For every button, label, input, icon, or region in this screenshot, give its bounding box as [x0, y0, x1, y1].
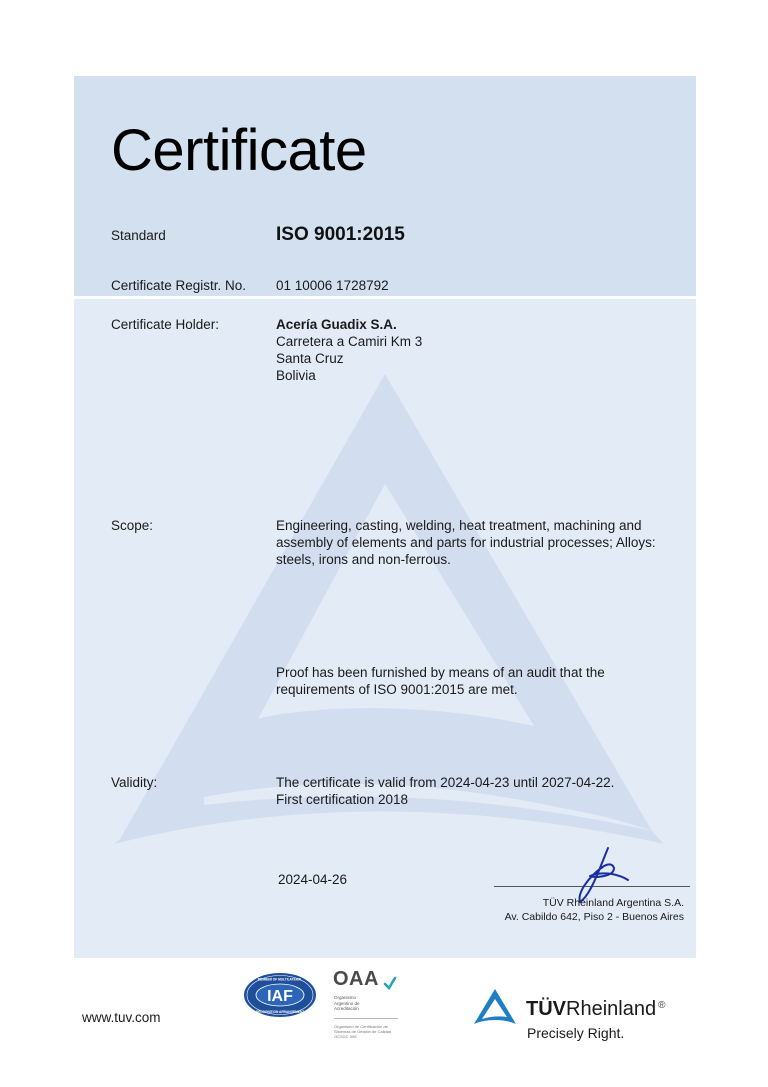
- oaa-subtitle: [334, 995, 400, 1012]
- issuer-block: [505, 897, 684, 924]
- scope-label: Scope:: [111, 518, 154, 533]
- registration-value: 01 10006 1728792: [276, 278, 389, 293]
- svg-text:IAF: IAF: [267, 988, 293, 1005]
- document-title: Certificate: [111, 118, 367, 183]
- oaa-subtitle-line: Argentino de: [334, 1000, 360, 1006]
- issuer-address: Av. Cabildo 642, Piso 2 - Buenos Aires: [504, 910, 684, 923]
- registration-label: Certificate Registr. No.: [111, 278, 247, 293]
- registered-mark: ®: [658, 1000, 666, 1011]
- oaa-logo: [333, 968, 403, 1048]
- standard-value: ISO 9001:2015: [276, 224, 405, 245]
- scope-line: Engineering, casting, welding, heat treatment, machining and: [276, 518, 642, 533]
- svg-text:MEMBER OF MULTILATERAL: MEMBER OF MULTILATERAL: [257, 977, 303, 982]
- oaa-divider: [334, 1018, 398, 1019]
- tuv-brand: [526, 998, 665, 1020]
- validity-label: Validity:: [111, 775, 158, 790]
- oaa-title: OAA: [333, 968, 379, 990]
- proof-line: Proof has been furnished by means of an audit that the: [276, 665, 605, 680]
- header-band: [74, 76, 696, 296]
- oaa-note-line: Sistemas de Gestión de Calidad: [334, 1029, 392, 1034]
- iaf-logo-icon: [243, 972, 317, 1018]
- tuv-triangle-logo-icon: [473, 988, 517, 1026]
- oaa-note-line: Organismo de Certificación de: [334, 1024, 388, 1029]
- issue-date: 2024-04-26: [278, 872, 348, 887]
- checkmark-icon: [383, 976, 397, 990]
- holder-address-line: Carretera a Camiri Km 3: [276, 334, 423, 349]
- tuv-slogan: Precisely Right.: [527, 1025, 625, 1041]
- oaa-subtitle-line: Organismo: [334, 995, 357, 1000]
- scope-line: assembly of elements and parts for industrial processes; Alloys:: [276, 535, 656, 550]
- standard-label: Standard: [111, 228, 166, 243]
- svg-text:RECOGNITION ARRANGEMENT: RECOGNITION ARRANGEMENT: [255, 1010, 305, 1014]
- tuv-brand-rest: Rheinland: [566, 998, 657, 1020]
- signature-icon: [570, 846, 640, 904]
- scope-line: steels, irons and non-ferrous.: [276, 552, 451, 567]
- holder-name: Acería Guadix S.A.: [276, 317, 397, 332]
- validity-line: The certificate is valid from 2024-04-23 until 2027-04-22.: [276, 775, 615, 790]
- tuv-brand-bold: TÜV: [526, 998, 566, 1020]
- validity-line: First certification 2018: [276, 792, 409, 807]
- holder-label: Certificate Holder:: [111, 317, 220, 332]
- oaa-note: [334, 1024, 400, 1039]
- holder-address-line: Santa Cruz: [276, 351, 344, 366]
- oaa-subtitle-line: Acreditación: [334, 1006, 359, 1011]
- proof-line: requirements of ISO 9001:2015 are met.: [276, 682, 518, 697]
- oaa-note-line: OCSGC 006: [334, 1034, 357, 1039]
- holder-address-line: Bolivia: [276, 368, 316, 383]
- website-link[interactable]: www.tuv.com: [82, 1010, 161, 1025]
- issuer-name: TÜV Rheinland Argentina S.A.: [542, 897, 684, 909]
